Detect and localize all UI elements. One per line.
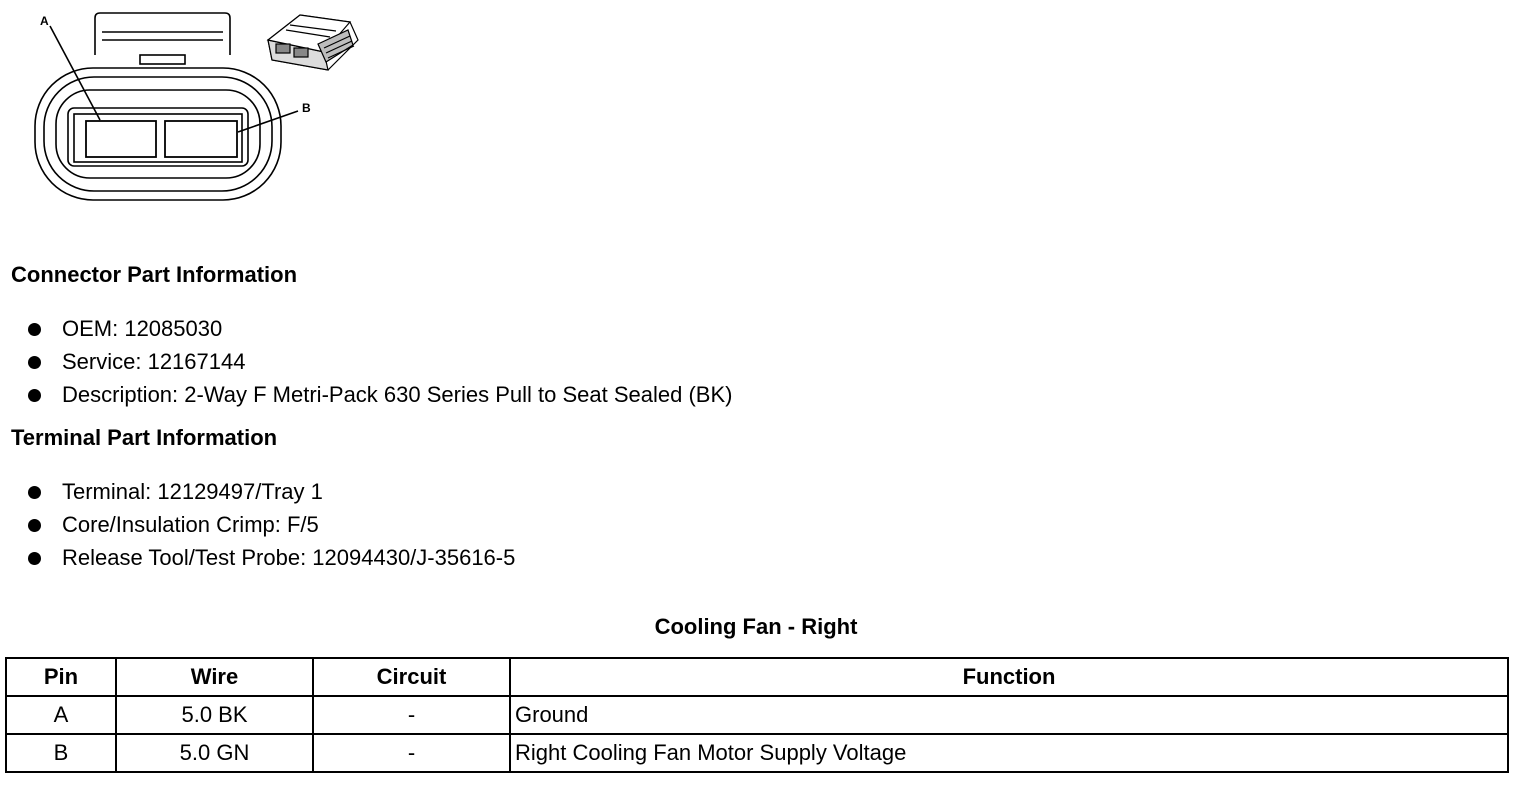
column-header-circuit: Circuit	[313, 658, 510, 696]
list-item	[28, 349, 732, 382]
connector-info-description: Description: 2-Way F Metri-Pack 630 Series Pull to Seat Sealed (BK)	[62, 382, 733, 407]
terminal-part-info-heading: Terminal Part Information	[11, 425, 278, 450]
cell-wire: 5.0 BK	[116, 696, 313, 734]
cell-function: Right Cooling Fan Motor Supply Voltage	[510, 734, 1508, 772]
cell-pin: A	[6, 696, 116, 734]
bullet-icon	[28, 486, 41, 499]
connector-body-outer	[35, 68, 281, 200]
cell-wire: 5.0 GN	[116, 734, 313, 772]
cell-function: Ground	[510, 696, 1508, 734]
pin-table-title: Cooling Fan - Right	[654, 614, 858, 639]
column-header-wire: Wire	[116, 658, 313, 696]
connector-part-info-list	[28, 316, 732, 415]
terminal-part-info-list	[28, 479, 515, 578]
callout-a-leader	[50, 26, 100, 120]
bullet-icon	[28, 519, 41, 532]
callout-b-label: B	[302, 101, 311, 115]
connector-latch	[95, 13, 230, 55]
cell-circuit: -	[313, 696, 510, 734]
connector-thumbnail	[268, 15, 358, 70]
pin-table	[5, 657, 1509, 773]
table-row	[6, 734, 1508, 772]
bullet-icon	[28, 356, 41, 369]
column-header-pin: Pin	[6, 658, 116, 696]
cavity-a	[86, 121, 156, 157]
list-item	[28, 545, 515, 578]
connector-info-oem: OEM: 12085030	[62, 316, 223, 341]
callout-a-label: A	[40, 14, 49, 28]
terminal-info-crimp: Core/Insulation Crimp: F/5	[62, 512, 319, 537]
bullet-icon	[28, 552, 41, 565]
list-item	[28, 316, 732, 349]
table-row	[6, 696, 1508, 734]
list-item	[28, 512, 515, 545]
column-header-function: Function	[510, 658, 1508, 696]
terminal-info-terminal: Terminal: 12129497/Tray 1	[62, 479, 323, 504]
cell-circuit: -	[313, 734, 510, 772]
connector-part-info-heading: Connector Part Information	[11, 262, 298, 287]
list-item	[28, 479, 515, 512]
bullet-icon	[28, 389, 41, 402]
bullet-icon	[28, 323, 41, 336]
cell-pin: B	[6, 734, 116, 772]
cavity-b	[165, 121, 237, 157]
list-item	[28, 382, 732, 415]
terminal-info-release-tool: Release Tool/Test Probe: 12094430/J-35616-5	[62, 545, 516, 570]
table-header-row	[6, 658, 1508, 696]
callout-b-leader	[238, 111, 298, 132]
connector-info-service: Service: 12167144	[62, 349, 246, 374]
connector-diagram	[0, 0, 380, 215]
